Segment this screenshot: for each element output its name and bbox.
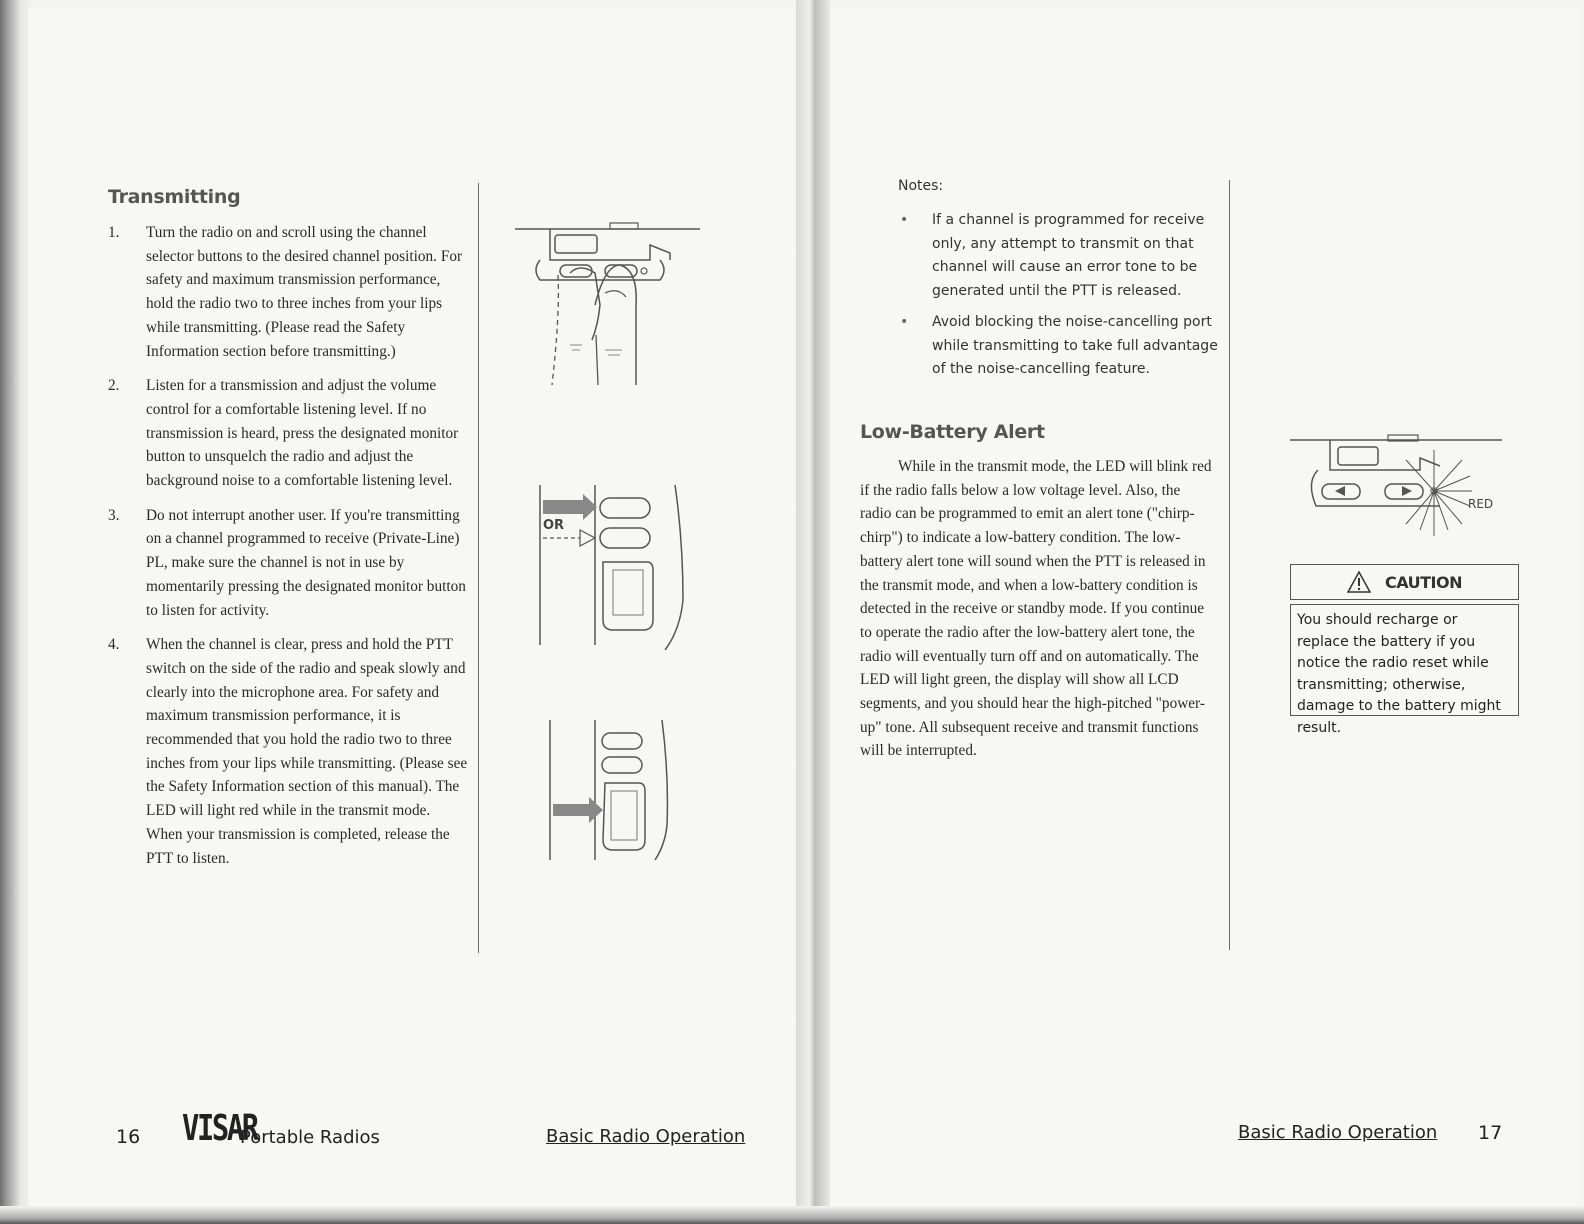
monitor-button-illustration xyxy=(535,480,700,650)
page-number-left: 16 xyxy=(116,1126,141,1148)
step-number: 3. xyxy=(108,506,120,524)
figure-label-or: OR xyxy=(543,518,565,533)
footer-section-right: Basic Radio Operation xyxy=(1238,1122,1438,1143)
list-item xyxy=(108,374,468,493)
step-number: 1. xyxy=(108,224,120,241)
caution-title: CAUTION xyxy=(1385,572,1462,592)
note-text: Avoid blocking the noise-cancelling port while transmitting to take full advantage of the noise-cancelling feature. xyxy=(932,314,1218,377)
notes-list xyxy=(898,209,1218,390)
section-heading-transmitting: Transmitting xyxy=(108,186,241,208)
step-text: Listen for a transmission and adjust the volume control for a comfortable listening level. If no transmission is heard, press the designated monitor button to unsquelch the radio and adjust the background noise to a comfortable listening level. xyxy=(146,377,459,490)
ptt-button-illustration xyxy=(545,715,675,865)
warning-triangle-icon xyxy=(1347,571,1371,593)
step-text: When the channel is clear, press and hold the PTT switch on the side of the radio and speak slowly and clearly into the microphone area. For safety and maximum transmission performance, it is recommended that you hold the radio two to three inches from your lips while transmitting. (Please see the Safety Information section of this manual). The LED will light red while in the transmit mode. When your transmission is completed, release the PTT to listen. xyxy=(146,636,468,867)
book-bottom-edge xyxy=(0,1206,1584,1224)
brand-suffix: Portable Radios xyxy=(240,1127,380,1148)
section-heading-low-battery: Low-Battery Alert xyxy=(860,421,1045,443)
low-battery-paragraph: While in the transmit mode, the LED will blink red if the radio falls below a low voltage level. Also, the radio can be programmed to emit an alert tone ("chirp-chirp") to indicate a low-battery condition. The low-battery alert tone will sound when the PTT is released in the transmit mode, and when a low-battery condition is detected in the receive or standby mode. If you continue to operate the radio after the low-battery alert tone, the radio will eventually turn off and on automatically. The LED will light green, the display will show all LCD segments, and you should hear the high-pitched "power-up" tone. All subsequent receive and transmit functions will be interrupted. xyxy=(860,458,1212,760)
bullet: • xyxy=(900,314,909,330)
list-item xyxy=(108,633,468,870)
footer-section-left: Basic Radio Operation xyxy=(546,1126,746,1147)
step-number: 2. xyxy=(108,377,120,395)
list-item xyxy=(898,311,1218,382)
caution-header xyxy=(1290,564,1519,600)
step-number: 4. xyxy=(108,636,120,654)
caution-text: You should recharge or replace the battery if you notice the radio reset while transmitting; otherwise, damage to the battery might result. xyxy=(1290,604,1519,716)
channel-button-press-illustration xyxy=(510,215,710,390)
column-divider-right xyxy=(1229,180,1230,950)
list-item xyxy=(108,504,468,623)
list-item xyxy=(108,221,468,363)
figure-label-red: RED xyxy=(1468,497,1494,511)
book-spine xyxy=(796,0,830,1224)
page-number-right: 17 xyxy=(1478,1122,1503,1144)
column-divider-left xyxy=(478,183,479,953)
brand-logo: VISAR xyxy=(182,1108,257,1149)
step-text: Do not interrupt another user. If you're transmitting on a channel programmed to receive (Private-Line) PL, make sure the channel is not in use by momentarily pressing the designated monitor button to listen for activity. xyxy=(146,506,466,619)
bullet: • xyxy=(900,212,909,228)
list-item xyxy=(898,209,1218,303)
led-illustration xyxy=(1290,430,1505,545)
note-text: If a channel is programmed for receive only, any attempt to transmit on that channel will cause an error tone to be generated until the PTT is released. xyxy=(932,212,1205,299)
transmit-steps-list xyxy=(108,221,468,881)
notes-label: Notes: xyxy=(898,178,944,194)
step-text: Turn the radio on and scroll using the channel selector buttons to the desired channel position. For safety and maximum transmission performance, hold the radio two to three inches from your lips while transmitting. (Please read the Safety Information section before transmitting.) xyxy=(146,224,463,360)
